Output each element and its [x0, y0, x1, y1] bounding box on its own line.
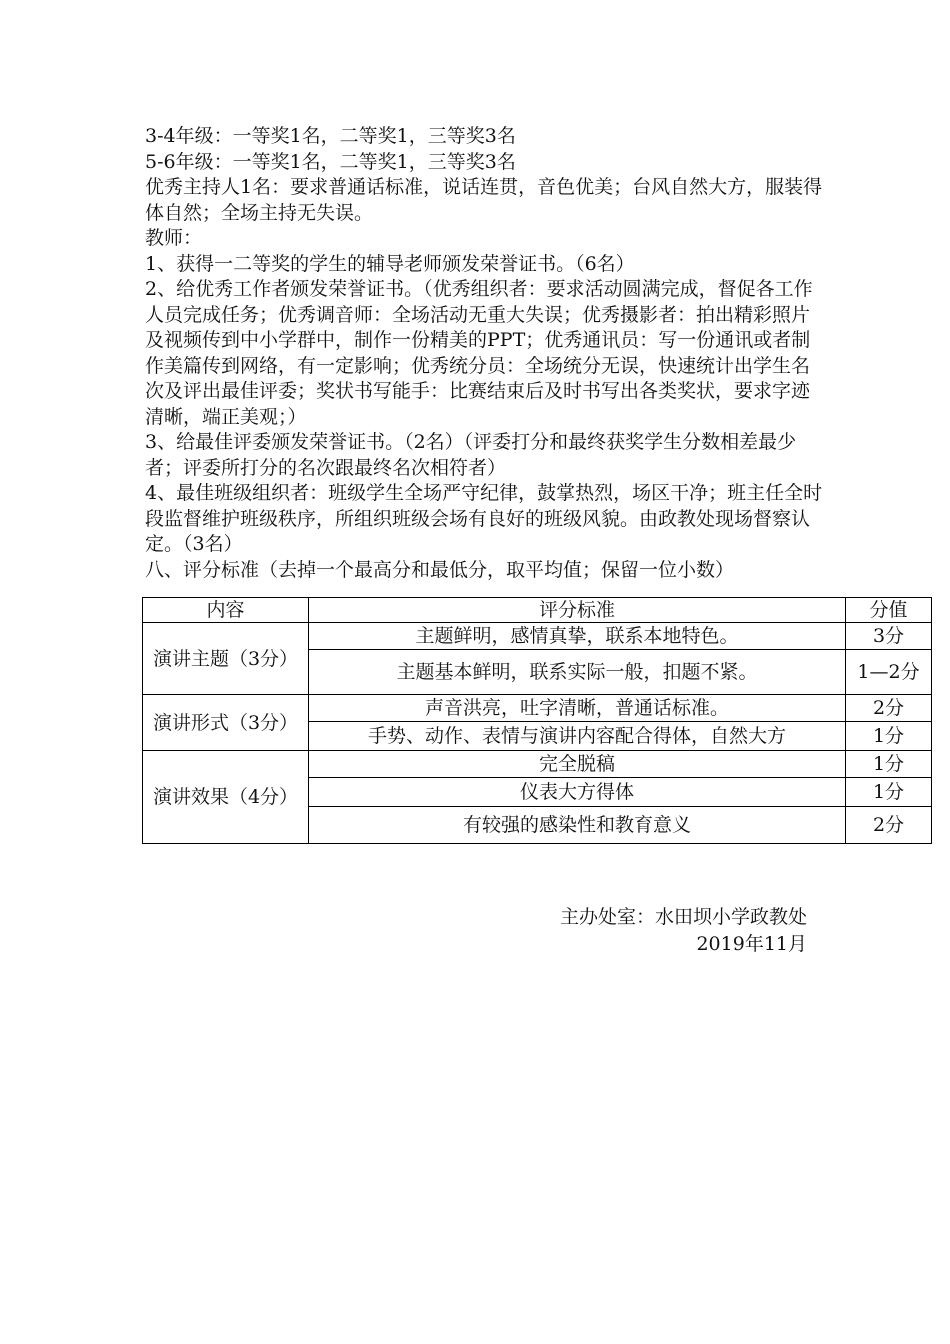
criterion-cell: 有较强的感染性和教育意义: [309, 807, 846, 844]
body-text: [145, 124, 825, 583]
score-cell: 2分: [846, 807, 932, 844]
criterion-cell: 仪表大方得体: [309, 778, 846, 807]
score-cell: 1分: [846, 751, 932, 778]
score-cell: 1分: [846, 722, 932, 751]
document-date: 2019年11月: [696, 933, 807, 955]
table-header-score: 分值: [846, 598, 932, 623]
criterion-cell: 主题基本鲜明，联系实际一般，扣题不紧。: [309, 650, 846, 695]
paragraph-grade-5-6-awards: 5-6年级：一等奖1名，二等奖1，三等奖3名: [145, 150, 516, 173]
category-cell-theme: 演讲主题（3分）: [143, 623, 309, 695]
criterion-cell: 主题鲜明，感情真挚，联系本地特色。: [309, 623, 846, 650]
paragraph-grade-3-4-awards: 3-4年级：一等奖1名，二等奖1，三等奖3名: [145, 125, 516, 147]
table-row: [143, 623, 932, 650]
paragraph-teacher-item-1: 1、获得一二等奖的学生的辅导老师颁发荣誉证书。（6名）: [145, 252, 635, 275]
paragraph-teacher-item-2: 2、给优秀工作者颁发荣誉证书。（优秀组织者：要求活动圆满完成，督促各工作人员完成任务；优秀调音师：全场活动无重大失误；优秀摄影者：拍出精彩照片及视频传到中小学群中，制作一份精美的PPT；优秀通讯员：写一份通讯或者制作美篇传到网络，有一定影响；优秀统分员：全场统分无误，快速统计出学生名次及评出最佳评委；奖状书写能手：比赛结束后及时书写出各类奖状，要求字迹清晰，端正美观；）: [145, 278, 813, 428]
score-cell: 3分: [846, 623, 932, 650]
score-cell: 1—2分: [846, 650, 932, 695]
organizer-office: 主办处室：水田坝小学政教处: [559, 906, 807, 928]
category-cell-effect: 演讲效果（4分）: [143, 751, 309, 844]
paragraph-teacher-item-4: 4、最佳班级组织者：班级学生全场严守纪律，鼓掌热烈，场区干净；班主任全时段监督维护班级秩序，所组织班级会场有良好的班级风貌。由政教处现场督察认定。（3名）: [145, 482, 823, 555]
category-cell-form: 演讲形式（3分）: [143, 695, 309, 751]
signature-block: [500, 904, 807, 958]
criterion-cell: 声音洪亮，吐字清晰，普通话标准。: [309, 695, 846, 722]
table-row: [143, 751, 932, 778]
section-heading-scoring: 八、评分标准（去掉一个最高分和最低分，取平均值；保留一位小数）: [145, 558, 735, 581]
criterion-cell: 完全脱稿: [309, 751, 846, 778]
scoring-table: [142, 597, 932, 844]
table-row: [143, 695, 932, 722]
paragraph-teacher-heading: 教师：: [145, 227, 203, 249]
score-cell: 1分: [846, 778, 932, 807]
table-header-criteria: 评分标准: [309, 598, 846, 623]
paragraph-host-award: 优秀主持人1名：要求普通话标准，说话连贯，音色优美；台风自然大方，服装得体自然；全场主持无失误。: [145, 176, 823, 224]
paragraph-teacher-item-3: 3、给最佳评委颁发荣誉证书。（2名）（评委打分和最终获奖学生分数相差最少者；评委所打分的名次跟最终名次相符者）: [145, 431, 797, 479]
criterion-cell: 手势、动作、表情与演讲内容配合得体，自然大方: [309, 722, 846, 751]
score-cell: 2分: [846, 695, 932, 722]
table-header-content: 内容: [143, 598, 309, 623]
table-header-row: [143, 598, 932, 623]
